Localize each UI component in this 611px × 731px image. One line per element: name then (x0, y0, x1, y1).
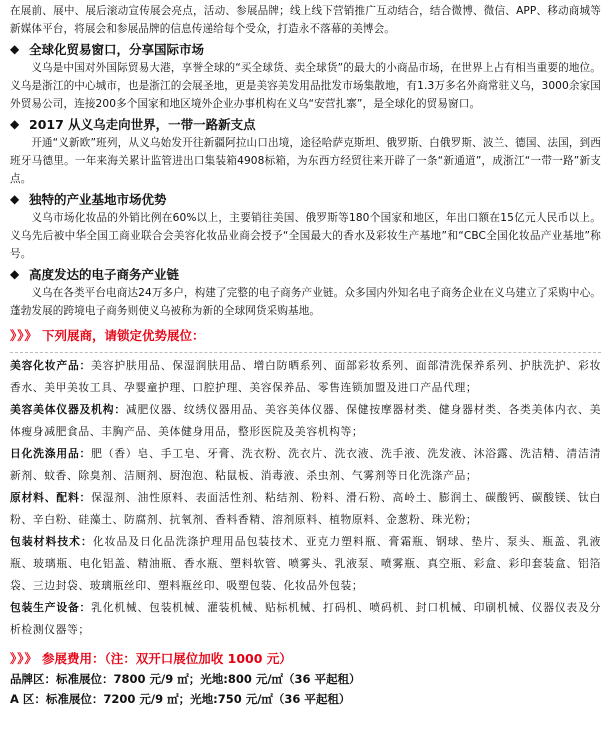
category-packaging-equipment (10, 597, 601, 641)
diamond-bullet-icon: ◆ (10, 192, 20, 206)
dashed-divider (10, 352, 601, 353)
section-title: 高度发达的电子商务产业链 (29, 267, 180, 282)
section-body: 开通“义新欧”班列，从义乌始发开往新疆阿拉山口出境，途径哈萨克斯坦、俄罗斯、白俄罗斯、波兰、德国、法国，到西班牙马德里。一年来海关累计监管进出口集装箱4908标箱，为东西方经贸往来开辟了一条“新通道”，成浙江“一带一路”新支点。 (10, 137, 601, 185)
category-detergents (10, 443, 601, 487)
triple-arrow-icon: 》》》 (10, 328, 39, 343)
category-label: 美容化妆产品： (10, 359, 92, 372)
category-raw-materials (10, 487, 601, 531)
category-label: 日化洗涤用品： (10, 447, 92, 460)
section-heading (10, 40, 601, 59)
intro-paragraph: 在展前、展中、展后滚动宣传展会亮点，活动、参展品牌；线上线下营销推广互动结合，结合微博、微信、APP、移动商城等新媒体平台，将展会和参展品牌的信息传递给每个受众，打造永不落幕的美博会。 (10, 5, 601, 35)
category-cosmetics (10, 355, 601, 399)
category-label: 原材料、配料： (10, 491, 92, 504)
fee-heading (10, 649, 601, 669)
category-label: 包装生产设备： (10, 601, 92, 614)
section-title: 全球化贸易窗口，分享国际市场 (29, 42, 205, 57)
section-body: 义乌是中国对外国际贸易大港，享誉全球的“买全球货、卖全球货”的最大的小商品市场，在世界上占有相当重要的地位。义乌是浙江的中心城市，也是浙江的会展圣地，更是美容美发用品批发市场集散地，有1.3万多名外商常驻义乌，3000余家国外贸易公司，连接200多个国家和地区境外企业办事机构在义乌“安营扎寨”，是全球化的贸易窗口。 (10, 62, 601, 110)
category-packaging-materials (10, 531, 601, 597)
exhibitor-list-title: 下列展商，请锁定优势展位： (42, 328, 205, 343)
section-belt-road (10, 115, 601, 188)
category-text: 美容护肤用品、保湿润肤用品、增白防晒系列、面部彩妆系列、面部清洗保养系列、护肤洗护、彩妆香水、美甲美妆工具、孕婴童护理、口腔护理、美容保养品、零售连锁加盟及进口产品代理； (10, 359, 601, 394)
triple-arrow-icon: 》》》 (10, 651, 39, 666)
section-heading (10, 190, 601, 209)
diamond-bullet-icon: ◆ (10, 42, 20, 56)
section-heading (10, 265, 601, 284)
fee-title: 参展费用：（注：双开口展位加收 1000 元） (42, 651, 292, 666)
category-text: 化妆品及日化品洗涤护理用品包装技术、亚克力塑料瓶、膏霜瓶、钢球、垫片、泵头、瓶盖、乳液瓶、玻璃瓶、电化铝盖、精油瓶、香水瓶、塑料软管、喷雾头、乳液泵、喷雾瓶、真空瓶、彩盒、彩印套装盒、铝箔袋、三边封袋、玻璃瓶丝印、塑料瓶丝印、吸塑包装、化妆品外包装； (10, 535, 602, 592)
exhibitor-list-heading (10, 326, 601, 346)
section-body: 义乌市场化妆品的外销比例在60%以上，主要销往美国、俄罗斯等180个国家和地区，年出口额在15亿元人民币以上。义乌先后被中华全国工商业联合会美容化妆品业商会授予“全国最大的香水及彩妆生产基地”和“CBC全国化妆品产业基地”称号。 (10, 212, 601, 260)
category-text: 肥（香）皂、手工皂、牙膏、洗衣粉、洗衣片、洗衣液、洗手液、洗发液、沐浴露、洗洁精、清洁清新剂、蚊香、除臭剂、洁厕剂、厨泡泡、粘鼠板、消毒液、杀虫剂、气雾剂等日化洗涤产品； (10, 447, 601, 482)
section-industry-base (10, 190, 601, 263)
category-label: 包装材料技术： (10, 535, 93, 548)
section-ecommerce (10, 265, 601, 320)
price-brand-zone: 品牌区：标准展位：7800 元/9 ㎡；光地:800 元/㎡（36 平起租） (10, 672, 361, 686)
section-heading (10, 115, 601, 134)
category-beauty-devices (10, 399, 601, 443)
section-trade-window (10, 40, 601, 113)
category-text: 乳化机械、包装机械、灌装机械、贴标机械、打码机、喷码机、封口机械、印刷机械、仪器仪表及分析检测仪器等； (10, 601, 601, 636)
diamond-bullet-icon: ◆ (10, 117, 20, 131)
section-title: 独特的产业基地市场优势 (29, 192, 167, 207)
category-label: 美容美体仪器及机构： (10, 403, 126, 416)
section-title: 2017 从义乌走向世界，一带一路新支点 (29, 117, 256, 132)
section-body: 义乌在各类平台电商达24万多户，构建了完整的电子商务产业链。众多国内外知名电子商务企业在义乌建立了采购中心。蓬勃发展的跨境电子商务则使义乌被称为新的全球网货采购基地。 (10, 287, 601, 317)
price-a-zone: A 区：标准展位：7200 元/9 ㎡；光地:750 元/㎡（36 平起租） (10, 692, 351, 706)
category-text: 保湿剂、油性原料、表面活性剂、粘结剂、粉料、滑石粉、高岭土、膨润土、碳酸钙、碳酸镁、钛白粉、辛白粉、硅藻土、防腐剂、抗氧剂、香料香精、溶剂原料、植物原料、金葱粉、珠光粉； (10, 491, 601, 526)
category-text: 减肥仪器、纹绣仪器用品、美容美体仪器、保健按摩器材类、健身器材类、各类美体内衣、美体瘦身减肥食品、丰胸产品、美体健身用品，整形医院及美容机构等； (10, 403, 601, 438)
diamond-bullet-icon: ◆ (10, 267, 20, 281)
